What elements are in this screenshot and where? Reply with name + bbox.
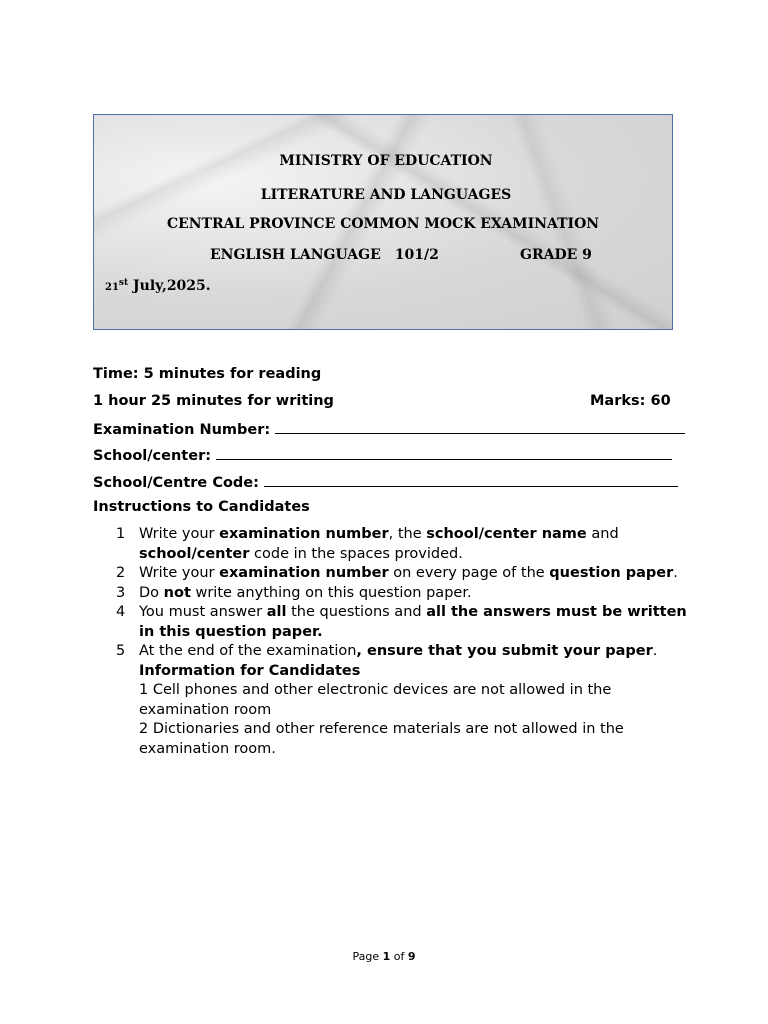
information-heading: Information for Candidates <box>139 662 361 679</box>
footer-of-word: of <box>390 950 408 963</box>
time-reading: Time: 5 minutes for reading <box>93 366 322 382</box>
department-title: LITERATURE AND LANGUAGES <box>260 187 512 203</box>
information-item-1: 1 Cell phones and other electronic devices are not allowed in the examination room <box>139 682 612 718</box>
item-number: 4 <box>116 604 126 620</box>
text: and <box>586 526 619 542</box>
date-rest: July,2025. <box>128 278 211 294</box>
bold-text: examination number <box>219 526 389 542</box>
text: At the end of the examination <box>139 643 357 659</box>
text: write anything on this question paper. <box>190 584 472 601</box>
text: Write your <box>139 526 220 542</box>
exam-number-blank[interactable] <box>275 420 685 434</box>
text: Do <box>139 584 164 601</box>
bold-text: examination number <box>219 565 389 581</box>
item-number: 1 <box>116 526 126 542</box>
bold-text: school/center <box>139 545 250 562</box>
text: on every page of the <box>388 565 550 581</box>
footer-page-total: 9 <box>407 950 416 963</box>
ministry-title: MINISTRY OF EDUCATION <box>279 153 493 169</box>
page-footer <box>0 950 768 963</box>
instruction-item <box>113 603 693 642</box>
school-center-blank[interactable] <box>216 446 672 460</box>
item-number: 2 <box>116 565 126 581</box>
school-code-blank[interactable] <box>264 473 678 487</box>
text: . <box>652 643 658 659</box>
time-writing: 1 hour 25 minutes for writing <box>93 393 334 409</box>
text: code in the spaces provided. <box>249 545 463 562</box>
text: the questions and <box>286 604 427 620</box>
exam-name: CENTRAL PROVINCE COMMON MOCK EXAMINATION <box>166 216 600 232</box>
bold-text: all <box>266 604 287 620</box>
exam-number-label: Examination Number: <box>93 422 276 438</box>
information-section <box>139 662 693 760</box>
text: , the <box>388 526 427 542</box>
footer-page-word: Page <box>352 950 383 963</box>
instruction-item <box>113 584 693 604</box>
information-item-2: 2 Dictionaries and other reference materials are not allowed in the examination room. <box>139 721 624 757</box>
school-center-label: School/center: <box>93 448 217 464</box>
bold-text: all the answers must be written <box>426 604 687 620</box>
footer-page-number: 1 <box>382 950 391 963</box>
date-day: 21 <box>105 282 119 293</box>
item-number: 3 <box>116 584 126 601</box>
exam-header-box <box>93 114 673 330</box>
instructions-list <box>113 525 693 759</box>
subject-name: ENGLISH LANGUAGE <box>210 247 381 263</box>
paper-code: 101/2 <box>394 247 439 263</box>
bold-text: not <box>163 584 191 601</box>
bold-text: school/center name <box>426 526 587 542</box>
exam-date <box>105 278 211 294</box>
date-suffix: st <box>118 278 129 288</box>
school-center-field <box>93 446 672 464</box>
marks-total: Marks: 60 <box>590 393 671 409</box>
bold-text: , ensure that you submit your paper <box>356 643 653 659</box>
text: You must answer <box>139 604 267 620</box>
subject-line <box>210 247 439 263</box>
text: Write your <box>139 565 220 581</box>
bold-text: in this question paper. <box>139 623 323 640</box>
instructions-heading: Instructions to Candidates <box>93 499 310 515</box>
school-code-label: School/Centre Code: <box>93 475 264 491</box>
school-code-field <box>93 473 678 491</box>
text: . <box>673 565 678 581</box>
instruction-item <box>113 642 693 759</box>
item-number: 5 <box>116 643 126 659</box>
grade-label: GRADE 9 <box>520 247 592 263</box>
bold-text: question paper <box>549 565 674 581</box>
instruction-item <box>113 525 693 564</box>
instruction-item <box>113 564 693 584</box>
exam-number-field <box>93 420 685 438</box>
